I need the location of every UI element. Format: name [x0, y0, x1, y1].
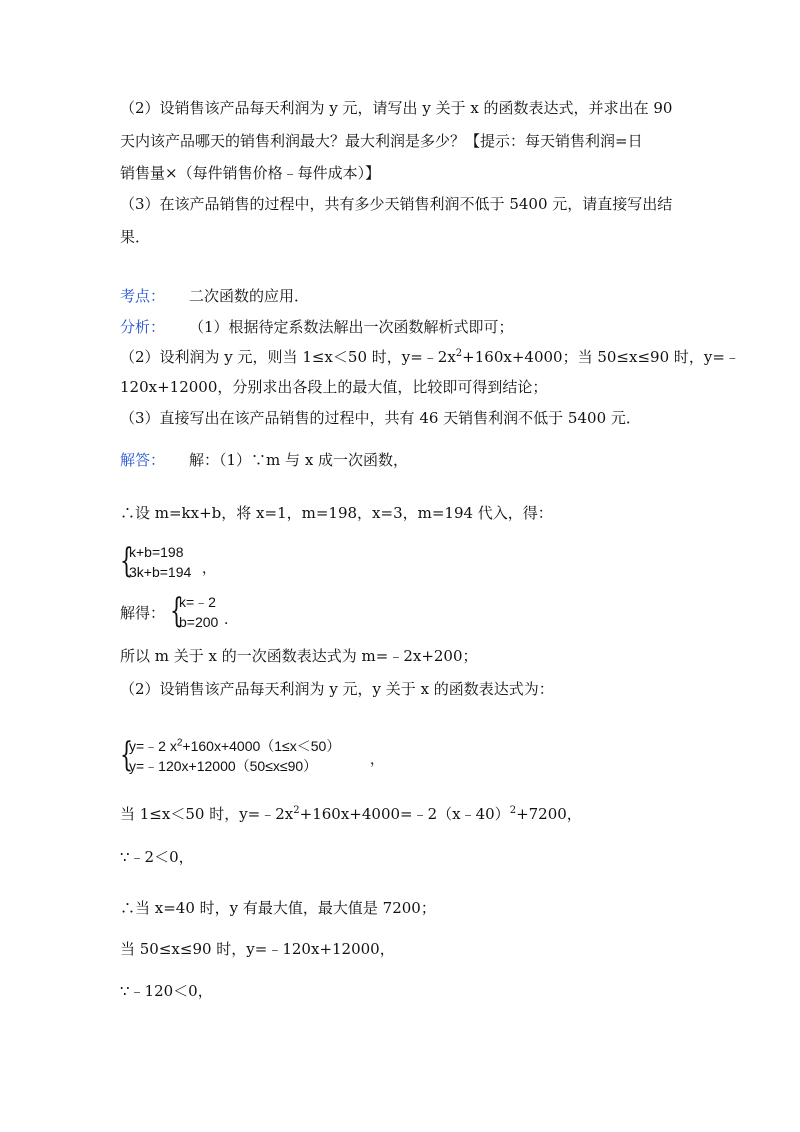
- equation-system-3: [120, 735, 410, 781]
- fenxi-line-4: （3）直接写出在该产品销售的过程中，共有 46 天销售利润不低于 5400 元．: [120, 409, 641, 427]
- fenxi-line-1: （1）根据待定系数法解出一次函数解析式即可；: [189, 318, 514, 336]
- system-2-row-1: k=﹣2: [179, 594, 216, 610]
- kaodian-row: [120, 286, 309, 306]
- question-3-line-2: 果．: [120, 228, 151, 246]
- kaodian-label: 考点：: [120, 287, 166, 305]
- system-2-punctuation: ．: [224, 611, 238, 627]
- equation-system-2: [170, 591, 270, 635]
- question-2-line-3: 销售量×（每件销售价格﹣每件成本）】: [120, 164, 381, 182]
- jieda-label: 解答：: [120, 451, 166, 469]
- jieda-line-5: 当 1≤x＜50 时，$y=﹣2x^2+160x+4000=﹣2(x﹣40)^2+7200$，: [120, 805, 582, 823]
- system-3-row-2: y=﹣120x+12000（50≤x≤90）: [129, 758, 318, 774]
- jieda-line-9: ∵﹣120＜0，: [120, 982, 213, 1000]
- jieda-line-3: 所以 m 关于 x 的一次函数表达式为 m=﹣2x+200；: [120, 647, 478, 665]
- question-3-line-1: （3）在该产品销售的过程中，共有多少天销售利润不低于 5400 元，请直接写出结: [120, 195, 673, 213]
- jieda-line-7: ∴当 x=40 时，y 有最大值，最大值是 7200；: [120, 899, 436, 917]
- fenxi-label: 分析：: [120, 318, 166, 336]
- fenxi-row: [120, 317, 514, 337]
- equation-system-1: [120, 541, 240, 585]
- question-2-line-1: （2）设销售该产品每天利润为 y 元，请写出 y 关于 x 的函数表达式，并求出在 90: [120, 99, 673, 117]
- brace-icon: {: [120, 541, 133, 581]
- kaodian-text: 二次函数的应用．: [189, 287, 310, 305]
- jieda-line-2: ∴设 m=kx+b，将 x=1，m=198，x=3，m=194 代入，得：: [120, 504, 553, 522]
- jieda-line-1: 解：（1）∵m 与 x 成一次函数，: [189, 451, 409, 469]
- system-1-row-2: 3k+b=194: [129, 564, 192, 580]
- system-1-row-1: k+b=198: [129, 544, 184, 560]
- brace-icon: {: [120, 735, 133, 775]
- system-3-punctuation: ，: [370, 751, 384, 767]
- solution-label: 解得：: [120, 604, 166, 622]
- jieda-line-4: （2）设销售该产品每天利润为 y 元，y 关于 x 的函数表达式为：: [120, 680, 554, 698]
- brace-icon: {: [170, 591, 183, 631]
- jieda-line-8: 当 50≤x≤90 时，y=﹣120x+12000，: [120, 940, 395, 958]
- fenxi-line-2: （2）设利润为 y 元，则当 1≤x＜50 时，$y=﹣2x^2+160x+4000$；当 50≤x≤90 时，y=﹣: [120, 348, 740, 366]
- system-3-row-1: y=﹣2 $x^2+160x+4000(1\le x<50)$: [129, 737, 341, 754]
- fenxi-line-3: 120x+12000，分别求出各段上的最大值，比较即可得到结论；: [120, 378, 548, 396]
- jieda-line-6: ∵﹣2＜0，: [120, 848, 194, 866]
- jieda-row: [120, 450, 408, 470]
- question-2-line-2: 天内该产品哪天的销售利润最大？最大利润是多少？【提示：每天销售利润=日: [120, 132, 643, 150]
- system-1-punctuation: ，: [202, 560, 216, 576]
- system-2-row-2: b=200: [179, 614, 219, 630]
